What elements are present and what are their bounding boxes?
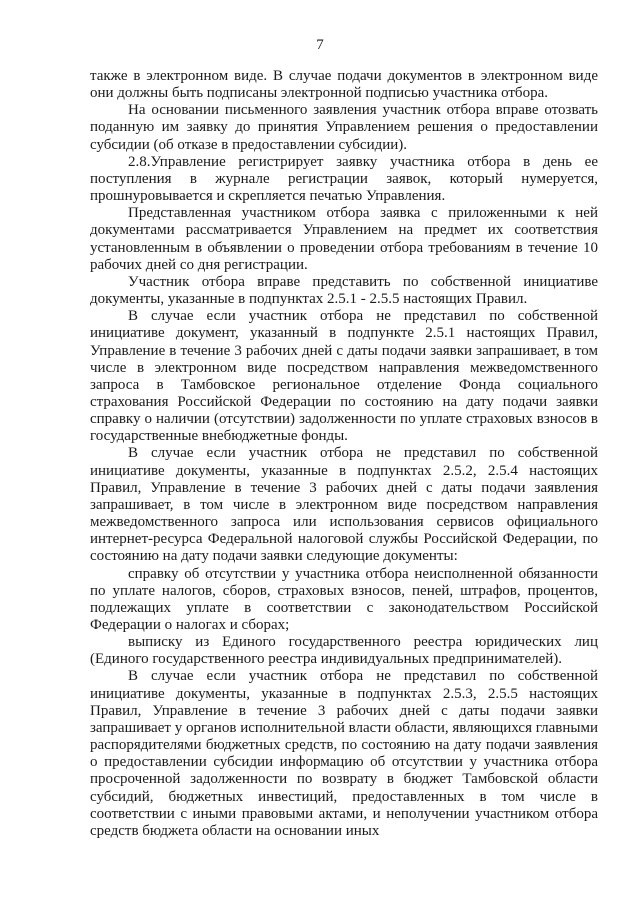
paragraph-7: В случае если участник отбора не представил по собственной инициативе документы, указанные в подпунктах 2.5.2, 2.5.4 настоящих Правил, Управление в течение 3 рабочих дней с даты подачи заявления запрашивает, в том числе в электронном виде посредством направления межведомственного запроса или использования сервисов официального интернет-ресурса Федеральной налоговой службы Российской Федерации, по состоянию на дату подачи заявки следующие документы:: [90, 445, 598, 565]
document-body: [90, 68, 598, 840]
paragraph-2: На основании письменного заявления участник отбора вправе отозвать поданную им заявку до принятия Управлением решения о предоставлении субсидии (об отказе в предоставлении субсидии).: [90, 102, 598, 153]
paragraph-10: В случае если участник отбора не представил по собственной инициативе документы, указанные в подпунктах 2.5.3, 2.5.5 настоящих Правил, Управление в течение 3 рабочих дней с даты подачи заявки запрашивает у органов исполнительной власти области, являющихся главными распорядителями бюджетных средств, по состоянию на дату подачи заявления о предоставлении субсидии информацию об отсутствии у участника отбора просроченной задолженности по возврату в бюджет Тамбовской области субсидий, бюджетных инвестиций, предоставленных в том числе в соответствии с иными правовыми актами, и неполучении участником отбора средств бюджета области на основании иных: [90, 668, 598, 839]
page-number: 7: [316, 37, 324, 53]
paragraph-4: Представленная участником отбора заявка с приложенными к ней документами рассматривается Управлением на предмет их соответствия установленным в объявлении о проведении отбора требованиям в течение 10 рабочих дней со дня регистрации.: [90, 205, 598, 273]
paragraph-3: 2.8.Управление регистрирует заявку участника отбора в день ее поступления в журнале регистрации заявок, который нумеруется, прошнуровывается и скрепляется печатью Управления.: [90, 153, 598, 205]
paragraph-8: справку об отсутствии у участника отбора неисполненной обязанности по уплате налогов, сборов, страховых взносов, пеней, штрафов, процентов, подлежащих уплате в соответствии с законодательством Российской Федерации о налогах и сборах;: [90, 565, 598, 633]
paragraph-9: выписку из Единого государственного реестра юридических лиц (Единого государственного реестра индивидуальных предпринимателей).: [90, 634, 598, 668]
paragraph-1: также в электронном виде. В случае подачи документов в электронном виде они должны быть подписаны электронной подписью участника отбора.: [90, 68, 598, 102]
paragraph-5: Участник отбора вправе представить по собственной инициативе документы, указанные в подпунктах 2.5.1 - 2.5.5 настоящих Правил.: [90, 273, 598, 308]
paragraph-6: В случае если участник отбора не представил по собственной инициативе документ, указанный в подпункте 2.5.1 настоящих Правил, Управление в течение 3 рабочих дней с даты подачи заявки запрашивает, в том числе в электронном виде посредством направления межведомственного запроса в Тамбовское региональное отделение Фонда социального страхования Российской Федерации по состоянию на дату подачи заявки справку о наличии (отсутствии) задолженности по уплате страховых взносов в государственные внебюджетные фонды.: [90, 308, 598, 445]
